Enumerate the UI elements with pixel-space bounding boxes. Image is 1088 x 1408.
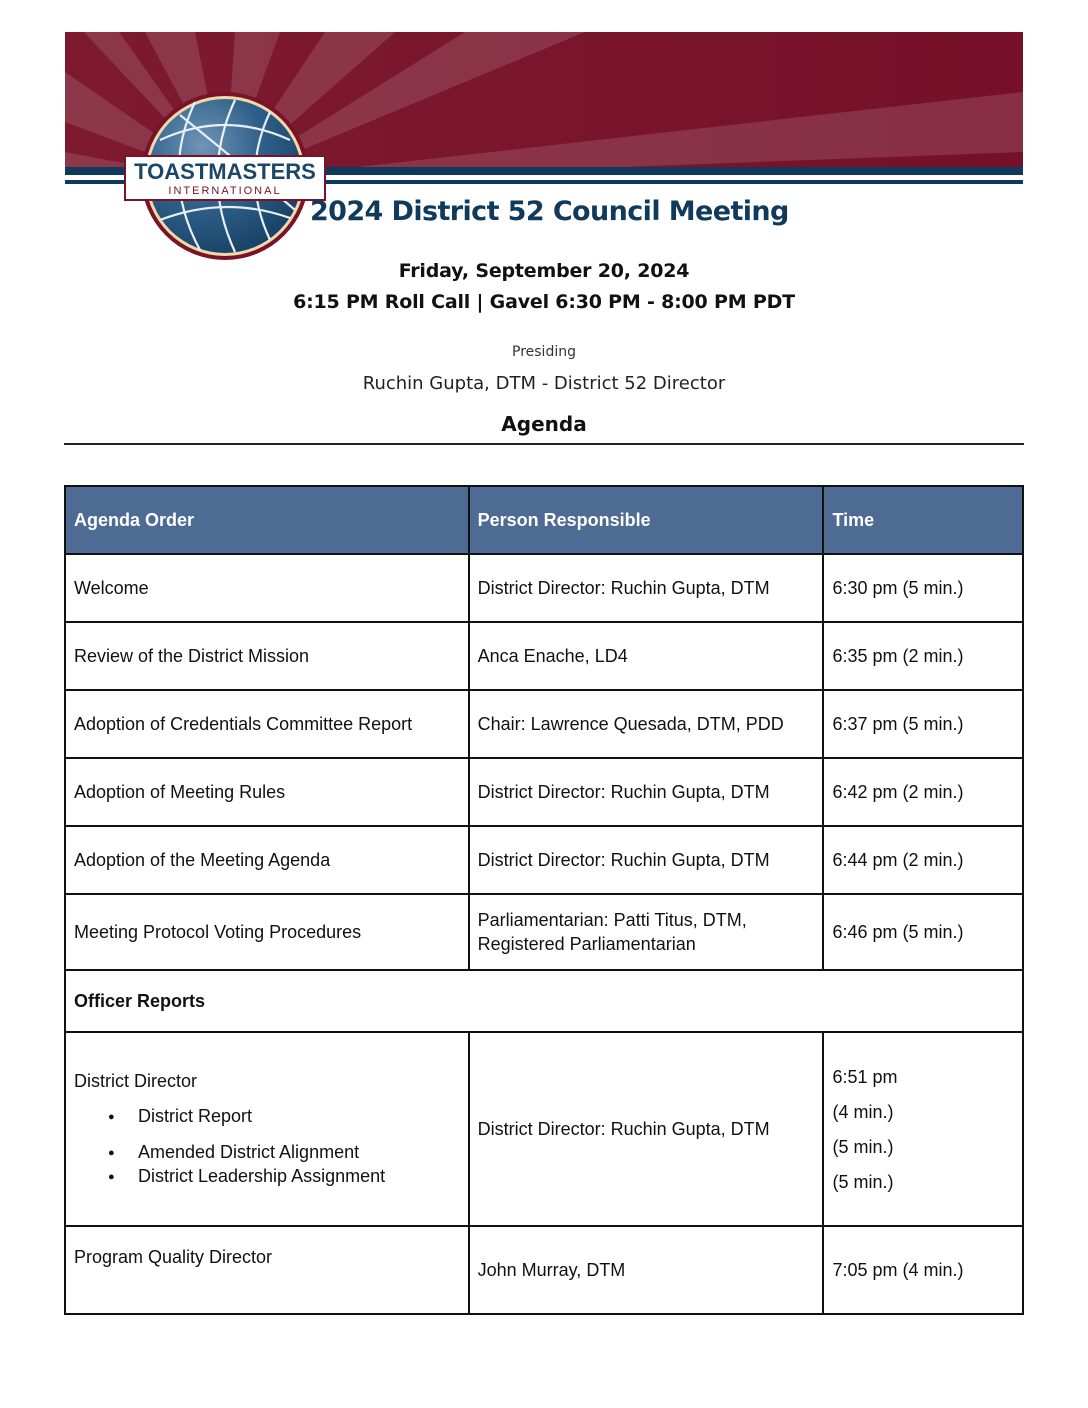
agenda-item: Welcome [65, 554, 469, 622]
person-responsible: John Murray, DTM [469, 1226, 824, 1314]
time-slot: 6:46 pm (5 min.) [823, 894, 1023, 970]
agenda-item-title: District Director [74, 1070, 198, 1091]
document-title: 2024 District 52 Council Meeting [310, 196, 789, 227]
presiding-label: Presiding [512, 344, 576, 360]
time-slot: 6:42 pm (2 min.) [823, 758, 1023, 826]
table-row [65, 758, 1023, 826]
person-responsible: District Director: Ruchin Gupta, DTM [469, 1032, 824, 1226]
presiding-name: Ruchin Gupta, DTM - District 52 Director [362, 373, 726, 394]
globe-icon [120, 90, 330, 262]
sub-item: ● Amended District Alignment [74, 1140, 460, 1164]
person-responsible: Anca Enache, LD4 [469, 622, 824, 690]
section-title-officer-reports: Officer Reports [65, 970, 1023, 1032]
meeting-date: Friday, September 20, 2024 [398, 260, 690, 282]
time-value: (5 min.) [832, 1136, 894, 1157]
person-responsible: District Director: Ruchin Gupta, DTM [469, 758, 824, 826]
table-row [65, 894, 1023, 970]
heading-divider [64, 443, 1024, 445]
time-value: (5 min.) [832, 1171, 894, 1192]
section-row [65, 970, 1023, 1032]
time-value: 6:51 pm [832, 1066, 898, 1087]
table-row [65, 690, 1023, 758]
time-slot: 6:37 pm (5 min.) [823, 690, 1023, 758]
table-row [65, 1226, 1023, 1314]
sub-item: ● District Report [74, 1104, 460, 1128]
toastmasters-logo [120, 90, 330, 262]
person-line: Parliamentarian: Patti Titus, DTM, [477, 910, 747, 930]
agenda-item [65, 1032, 469, 1226]
time-slot: 6:44 pm (2 min.) [823, 826, 1023, 894]
agenda-item: Program Quality Director [65, 1226, 469, 1314]
agenda-item: Adoption of Meeting Rules [65, 758, 469, 826]
time-value: (4 min.) [832, 1101, 894, 1122]
time-slot [823, 1032, 1023, 1226]
time-slot: 6:30 pm (5 min.) [823, 554, 1023, 622]
person-responsible: District Director: Ruchin Gupta, DTM [469, 554, 824, 622]
column-header-person-responsible: Person Responsible [469, 486, 824, 554]
logo-wordmark: TOASTMASTERS [134, 159, 316, 184]
agenda-item: Meeting Protocol Voting Procedures [65, 894, 469, 970]
time-slot: 6:35 pm (2 min.) [823, 622, 1023, 690]
agenda-item: Adoption of the Meeting Agenda [65, 826, 469, 894]
time-slot: 7:05 pm (4 min.) [823, 1226, 1023, 1314]
person-responsible: District Director: Ruchin Gupta, DTM [469, 826, 824, 894]
table-header-row [65, 486, 1023, 554]
agenda-item: Review of the District Mission [65, 622, 469, 690]
column-header-agenda-order: Agenda Order [65, 486, 469, 554]
person-responsible: Chair: Lawrence Quesada, DTM, PDD [469, 690, 824, 758]
agenda-table [64, 485, 1024, 1315]
sub-item-list [74, 1104, 460, 1188]
meeting-times: 6:15 PM Roll Call | Gavel 6:30 PM - 8:00 PM PDT [293, 291, 795, 313]
person-line: Registered Parliamentarian [477, 934, 696, 954]
table-row [65, 622, 1023, 690]
agenda-heading: Agenda [501, 412, 587, 436]
table-row [65, 554, 1023, 622]
table-row [65, 826, 1023, 894]
sub-item: ● District Leadership Assignment [74, 1164, 460, 1188]
table-row [65, 1032, 1023, 1226]
agenda-item: Adoption of Credentials Committee Report [65, 690, 469, 758]
person-responsible [469, 894, 824, 970]
logo-subtitle: INTERNATIONAL [168, 185, 282, 197]
column-header-time: Time [823, 486, 1023, 554]
